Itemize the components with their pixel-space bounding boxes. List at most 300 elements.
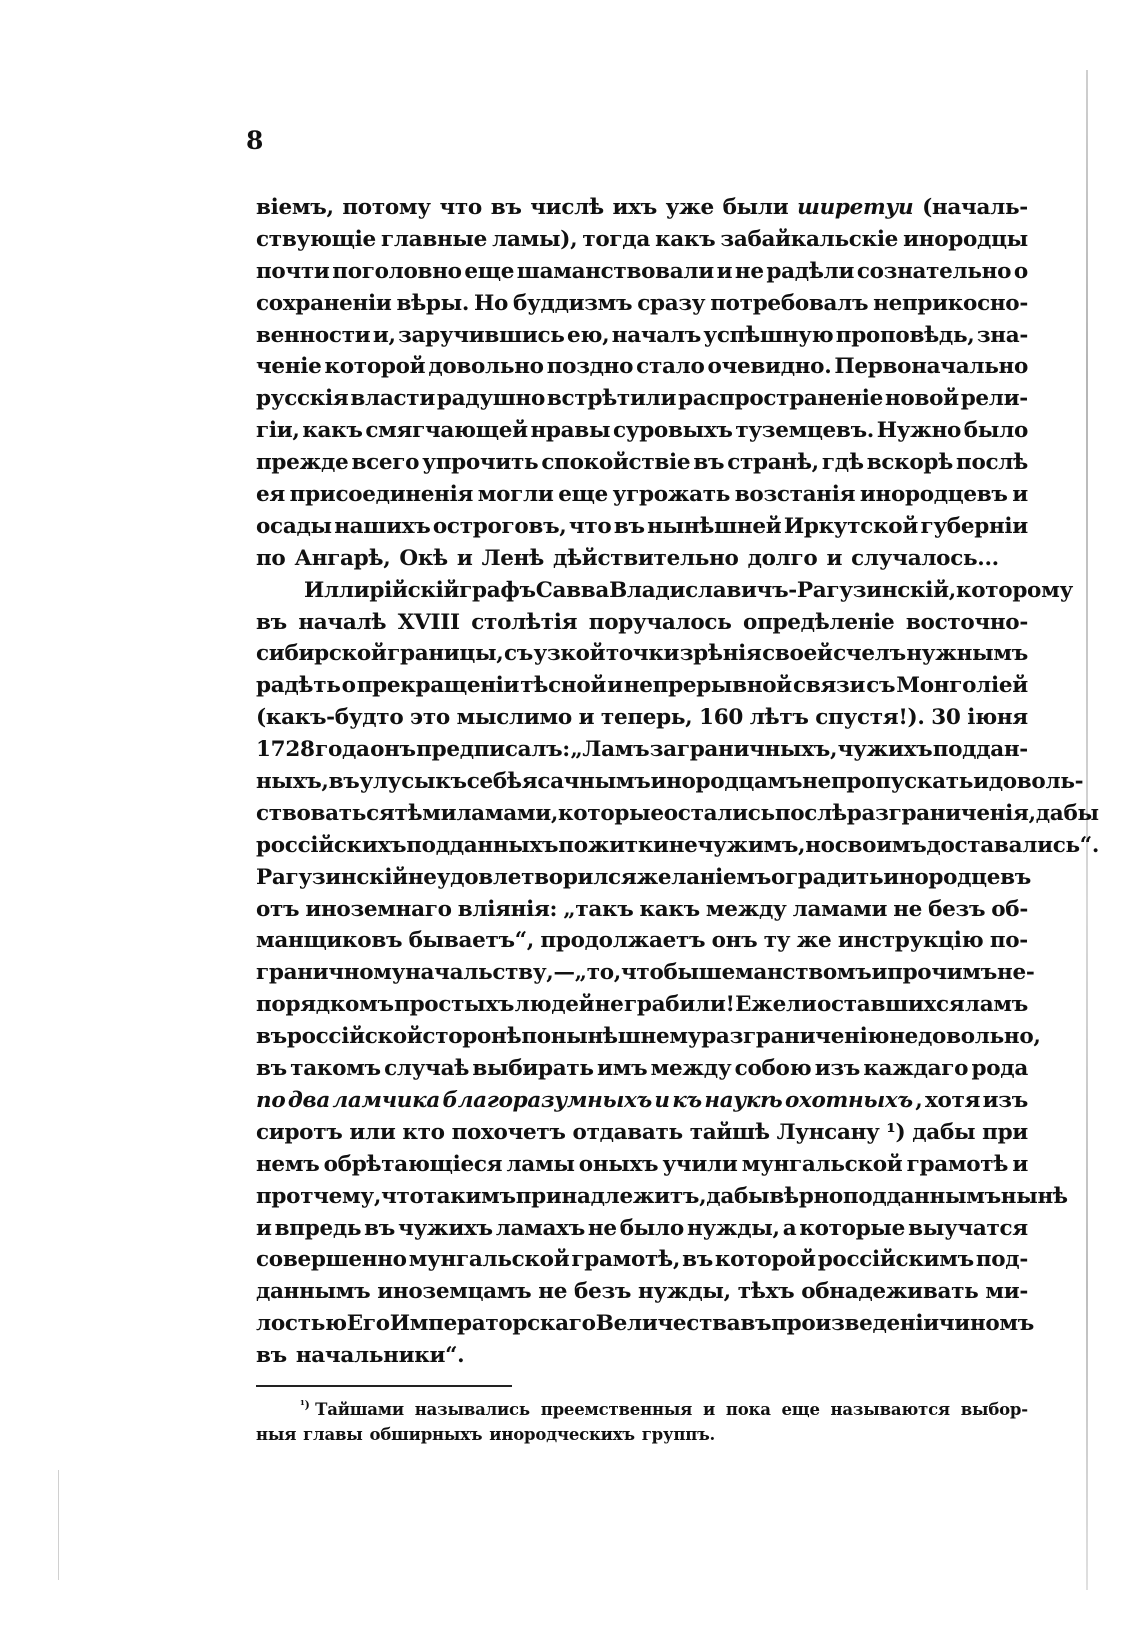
word: случаѣ [384, 1056, 470, 1082]
word: нравы [530, 418, 611, 444]
word: безъ [928, 896, 986, 922]
word: въ [490, 195, 522, 220]
word: почти [256, 258, 330, 284]
word: улусы [359, 769, 436, 795]
word: группъ. [641, 1425, 716, 1444]
word: Его [346, 1311, 390, 1337]
word: не [668, 832, 698, 858]
word: обширныхъ [369, 1425, 483, 1444]
word: потребовалъ [710, 290, 869, 316]
word: года [315, 737, 370, 763]
italic-word: два [287, 1087, 330, 1113]
word: тогда [582, 226, 650, 252]
word: о [1013, 258, 1028, 284]
word: какъ [639, 896, 700, 922]
word: обнадеживать [801, 1279, 979, 1305]
word: и [1012, 1151, 1028, 1177]
word: еще [781, 1400, 820, 1419]
word: и [716, 258, 733, 284]
word: въ [256, 1024, 287, 1050]
word: случалось... [851, 545, 999, 571]
word: ченіе [256, 354, 322, 380]
word: прекращеніи [356, 673, 520, 699]
word: ею, [567, 322, 610, 348]
word: успѣшную [703, 322, 834, 348]
word: мунгальской [741, 1151, 903, 1177]
word: числѣ [530, 195, 604, 220]
text-line [256, 989, 1028, 1021]
word: нынѣшней [647, 513, 782, 539]
word: что [439, 195, 482, 220]
text-line [256, 1053, 1028, 1085]
word: инструкцію [837, 928, 984, 954]
word: вѣры. [396, 290, 470, 316]
word: въ [613, 513, 645, 539]
word: принадлежитъ, [515, 1183, 707, 1209]
word: въ [256, 1343, 287, 1369]
text-line [256, 1244, 1028, 1276]
word: вліянія: [457, 896, 558, 922]
word: грамотѣ, [571, 1247, 681, 1273]
word: ясачнымъ [521, 769, 651, 795]
word: въ [256, 1056, 287, 1082]
word: очевидно. [707, 354, 832, 380]
text-line [256, 925, 1028, 957]
footnote [256, 1397, 1028, 1447]
word: и [702, 1400, 716, 1419]
word: и [871, 960, 888, 986]
word: граничному [256, 960, 406, 986]
word: Ленѣ [481, 545, 544, 571]
word: нашихъ [334, 513, 431, 539]
word: что [381, 1183, 424, 1209]
text-line [256, 766, 1084, 798]
word: ту [763, 928, 791, 954]
word: нужнымъ [906, 641, 1028, 667]
word: людей [514, 992, 595, 1018]
italic-word: по [256, 1087, 286, 1113]
word: и [826, 545, 843, 571]
word: которой [324, 354, 426, 380]
word: рода [971, 1056, 1028, 1082]
footnote-line-1 [256, 1397, 1028, 1422]
word: начальству,—„то, [405, 960, 621, 986]
word: послѣ [956, 450, 1028, 476]
word: оныхъ [578, 1151, 659, 1177]
word: доволь- [988, 769, 1084, 795]
word: тѣхъ [737, 1279, 795, 1305]
word: Но [474, 290, 509, 316]
word: учили [662, 1151, 738, 1177]
word: остроговъ, [432, 513, 567, 539]
word: къ [435, 769, 467, 795]
word: Нужно [876, 418, 962, 444]
word: себѣ [466, 769, 522, 795]
word: пока [725, 1400, 771, 1419]
word: не [587, 1215, 617, 1241]
text-line [256, 288, 1028, 320]
word: и [607, 673, 623, 699]
word: не [407, 864, 437, 890]
word: чтобы [620, 960, 699, 986]
body-text [256, 192, 1100, 1372]
word: ¹) [886, 1119, 906, 1145]
word: продолжаетъ [540, 928, 706, 954]
text-line [256, 479, 1028, 511]
word: проповѣдь, [835, 322, 975, 348]
word: Окѣ [399, 545, 448, 571]
text-line [256, 383, 1028, 415]
word: сторонѣ [422, 1024, 522, 1050]
word: стало [636, 354, 705, 380]
word: Первоначально [834, 354, 1028, 380]
word: остались [663, 800, 775, 826]
word: новой [884, 386, 959, 412]
word: инородцамъ [650, 769, 803, 795]
word: узкой [533, 641, 606, 667]
word: нужды, [638, 1279, 731, 1305]
text-line [256, 1117, 1028, 1149]
word: Лунсану [776, 1119, 880, 1145]
word: возстанія [734, 482, 856, 508]
word: доставались“. [926, 832, 1100, 858]
text-line [256, 1085, 1028, 1117]
word: разграниченія, [846, 800, 1036, 826]
word: странѣ, [727, 450, 819, 476]
word: но [805, 832, 835, 858]
word: чужихъ [398, 1215, 493, 1241]
word: тѣсной [520, 673, 607, 699]
word: называются [830, 1400, 950, 1419]
word: выбирать [472, 1056, 594, 1082]
word: тайшѣ [689, 1119, 770, 1145]
word: между [650, 1056, 732, 1082]
word: хотя [924, 1087, 981, 1113]
word: уже [665, 195, 714, 220]
word: какъ [655, 226, 716, 252]
word: зна- [976, 322, 1028, 348]
page-number: 8 [246, 126, 264, 155]
word: 1728 [256, 737, 315, 763]
word: такомъ [290, 1056, 381, 1082]
word: сиротъ [256, 1119, 343, 1145]
text-line [256, 192, 1028, 224]
word: это [410, 705, 450, 731]
word: даннымъ [256, 1279, 371, 1305]
word: віемъ, [256, 195, 334, 220]
word: своимъ [834, 832, 927, 858]
word: распространеніе [678, 386, 884, 412]
word: еще [464, 258, 515, 284]
italic-word: къ [672, 1087, 702, 1113]
word: довольно, [918, 1024, 1041, 1050]
word: ствующіе [256, 226, 376, 252]
word: сразу [637, 290, 706, 316]
word: Величества [595, 1311, 741, 1337]
footnote-rule [256, 1385, 512, 1387]
word: не [889, 1024, 919, 1050]
word: инородцевъ [883, 864, 1031, 890]
word: об- [991, 896, 1028, 922]
word: простыхъ [394, 992, 515, 1018]
word: выучатся [908, 1215, 1028, 1241]
word: сознательно [856, 258, 1012, 284]
text-line [256, 702, 1028, 734]
word: ствоваться [256, 800, 395, 826]
word: произведеніи [771, 1311, 939, 1337]
word: Иллирійскій [304, 577, 460, 603]
word: поручалось [588, 609, 732, 635]
word: ламы), [492, 226, 578, 252]
word: ламы [506, 1151, 575, 1177]
word: радѣли [766, 258, 855, 284]
word: бываетъ“, [408, 928, 534, 954]
word: которому [955, 577, 1073, 603]
word: русскія [256, 386, 349, 412]
word: не [734, 258, 764, 284]
word: власти [350, 386, 435, 412]
word: , [915, 1087, 923, 1113]
word: отъ [256, 896, 300, 922]
word: границы, [387, 641, 504, 667]
word: и [1012, 482, 1028, 508]
word: пропускать [830, 769, 974, 795]
italic-word: охотныхъ [784, 1087, 913, 1113]
word: въ [693, 450, 725, 476]
text-line [256, 1340, 1028, 1372]
word: о [341, 673, 356, 699]
word: не- [997, 960, 1035, 986]
word: графъ [459, 577, 536, 603]
word: по- [989, 928, 1028, 954]
word: при [982, 1119, 1028, 1145]
word: столѣтія [471, 609, 578, 635]
word: всего [351, 450, 420, 476]
text-line [256, 798, 1099, 830]
word: инородцы [903, 226, 1028, 252]
footnote-line-2 [256, 1422, 1028, 1447]
word: впредь [274, 1215, 362, 1241]
word: Императорскаго [389, 1311, 596, 1337]
word: ламами [792, 896, 888, 922]
word: инородцевъ [859, 482, 1008, 508]
word: „такъ [563, 896, 634, 922]
word: и [456, 545, 473, 571]
word: въ [364, 1215, 396, 1241]
word: по [256, 545, 286, 571]
word: спокойствіе [541, 450, 691, 476]
word: могли [477, 482, 554, 508]
word: совершенно [256, 1247, 407, 1273]
word: угрожать [612, 482, 731, 508]
word: похочетъ [451, 1119, 566, 1145]
word: „Ламъ [570, 737, 650, 763]
word: грабили! [624, 992, 735, 1018]
word: обрѣтающіеся [323, 1151, 503, 1177]
word: радѣть [256, 673, 341, 699]
word: поголовно [332, 258, 462, 284]
word: чужимъ, [697, 832, 806, 858]
word: дѣйствительно [552, 545, 739, 571]
word: предписалъ: [416, 737, 570, 763]
word: онъ [711, 928, 758, 954]
word: въ [328, 769, 360, 795]
text-line [256, 320, 1028, 352]
word: встрѣтили [546, 386, 677, 412]
word: Монголіей [896, 673, 1028, 699]
italic-word: и [654, 1087, 670, 1113]
word: мыслимо [456, 705, 572, 731]
word: упрочить [422, 450, 539, 476]
text-line [256, 830, 1100, 862]
word: Рагузинскій [256, 864, 408, 890]
word: между [705, 896, 787, 922]
word: заграничныхъ, [649, 737, 838, 763]
word: ламъ [964, 992, 1028, 1018]
word: забайкальскіе [720, 226, 899, 252]
word: главы [303, 1425, 363, 1444]
word: мунгальской [408, 1247, 570, 1273]
word: буддизмъ [513, 290, 633, 316]
word: не [802, 769, 831, 795]
word: пожитки [558, 832, 669, 858]
text-line [256, 894, 1028, 926]
word: долго [747, 545, 818, 571]
text-line [256, 575, 1073, 607]
word: поддан- [932, 737, 1028, 763]
word: имъ [597, 1056, 648, 1082]
word: Ангарѣ, [294, 545, 391, 571]
word: изъ [982, 1087, 1028, 1113]
word: счелъ [833, 641, 906, 667]
word: въ [256, 609, 287, 635]
word: теперь, [600, 705, 693, 731]
text-line [256, 607, 1028, 639]
word: назывались [414, 1400, 530, 1419]
word: было [963, 418, 1028, 444]
word: изъ [814, 1056, 860, 1082]
word: желаніемъ [636, 864, 771, 890]
word: какъ [302, 418, 363, 444]
word: такимъ [423, 1183, 516, 1209]
word: поздно [546, 354, 634, 380]
word: еще [558, 482, 608, 508]
word: спустя!). [815, 705, 925, 731]
word: каждаго [863, 1056, 969, 1082]
scan-edge-mark [58, 1470, 59, 1580]
word: точки [605, 641, 680, 667]
word: ныя [256, 1425, 297, 1444]
word: сохраненіи [256, 290, 392, 316]
word: онъ [370, 737, 416, 763]
word: оградить [770, 864, 884, 890]
word: смягчающей [365, 418, 528, 444]
word: осады [256, 513, 332, 539]
word: россійскимъ [817, 1247, 974, 1273]
word: отдавать [572, 1119, 683, 1145]
word: было [619, 1215, 684, 1241]
word: лѣтъ [749, 705, 809, 731]
word: которые [558, 800, 664, 826]
word: въ [740, 1311, 772, 1337]
word: что [568, 513, 612, 539]
word: въ [682, 1247, 713, 1273]
word: россійской [286, 1024, 423, 1050]
word: собою [734, 1056, 812, 1082]
word: иноземцамъ [377, 1279, 532, 1305]
word: которой [714, 1247, 816, 1273]
word: под- [975, 1247, 1028, 1273]
word: 160 [699, 705, 744, 731]
word: ми- [985, 1279, 1028, 1305]
word: не [893, 896, 923, 922]
text-line [256, 638, 1028, 670]
word: восточно- [905, 609, 1028, 635]
word: были [722, 195, 789, 220]
word: венности [256, 322, 371, 348]
word: прочимъ [887, 960, 998, 986]
text-line [256, 511, 1028, 543]
word: началѣ [298, 609, 387, 635]
text-line [256, 862, 1031, 894]
word: началъ [611, 322, 701, 348]
word: съ [503, 641, 533, 667]
text-line [256, 1021, 1041, 1053]
word: грамотѣ [906, 1151, 1009, 1177]
word: іюня [967, 705, 1028, 731]
word: ламахъ [495, 1215, 585, 1241]
word: не [594, 992, 624, 1018]
word: дабы [912, 1119, 976, 1145]
word: 30 [931, 705, 961, 731]
word: чужихъ [837, 737, 933, 763]
text-line [256, 1181, 1068, 1213]
word: заручившись [398, 322, 565, 348]
word: и [256, 1215, 272, 1241]
text-line [256, 957, 1035, 989]
word: губерніи [920, 513, 1028, 539]
italic-word: благоразумныхъ [442, 1087, 652, 1113]
word: довольно [428, 354, 544, 380]
word: кто [402, 1119, 445, 1145]
word: манщиковъ [256, 928, 403, 954]
text-line [256, 447, 1028, 479]
text-line [256, 1276, 1028, 1308]
word: же [796, 928, 832, 954]
word: гдѣ [821, 450, 864, 476]
word: немъ [256, 1151, 320, 1177]
text-line [256, 670, 1028, 702]
word: начальники“. [295, 1343, 465, 1369]
word: преемственныя [540, 1400, 693, 1419]
footnote-first-word: $^{^1)}$ Тайшами [300, 1398, 404, 1419]
word: Ежели [735, 992, 817, 1018]
text-line [256, 1149, 1028, 1181]
word: дабы [1035, 800, 1099, 826]
word: чиномъ [938, 1311, 1035, 1337]
word: оставшихся [816, 992, 965, 1018]
word: лостью [256, 1311, 347, 1337]
word: и [973, 769, 989, 795]
word: подданныхъ [406, 832, 559, 858]
word: и, [372, 322, 396, 348]
word: или [349, 1119, 396, 1145]
word: безъ [574, 1279, 632, 1305]
word: главные [380, 226, 488, 252]
italic-word: ширетуи [797, 195, 914, 220]
word: ея [256, 482, 285, 508]
text-line [256, 1308, 1035, 1340]
